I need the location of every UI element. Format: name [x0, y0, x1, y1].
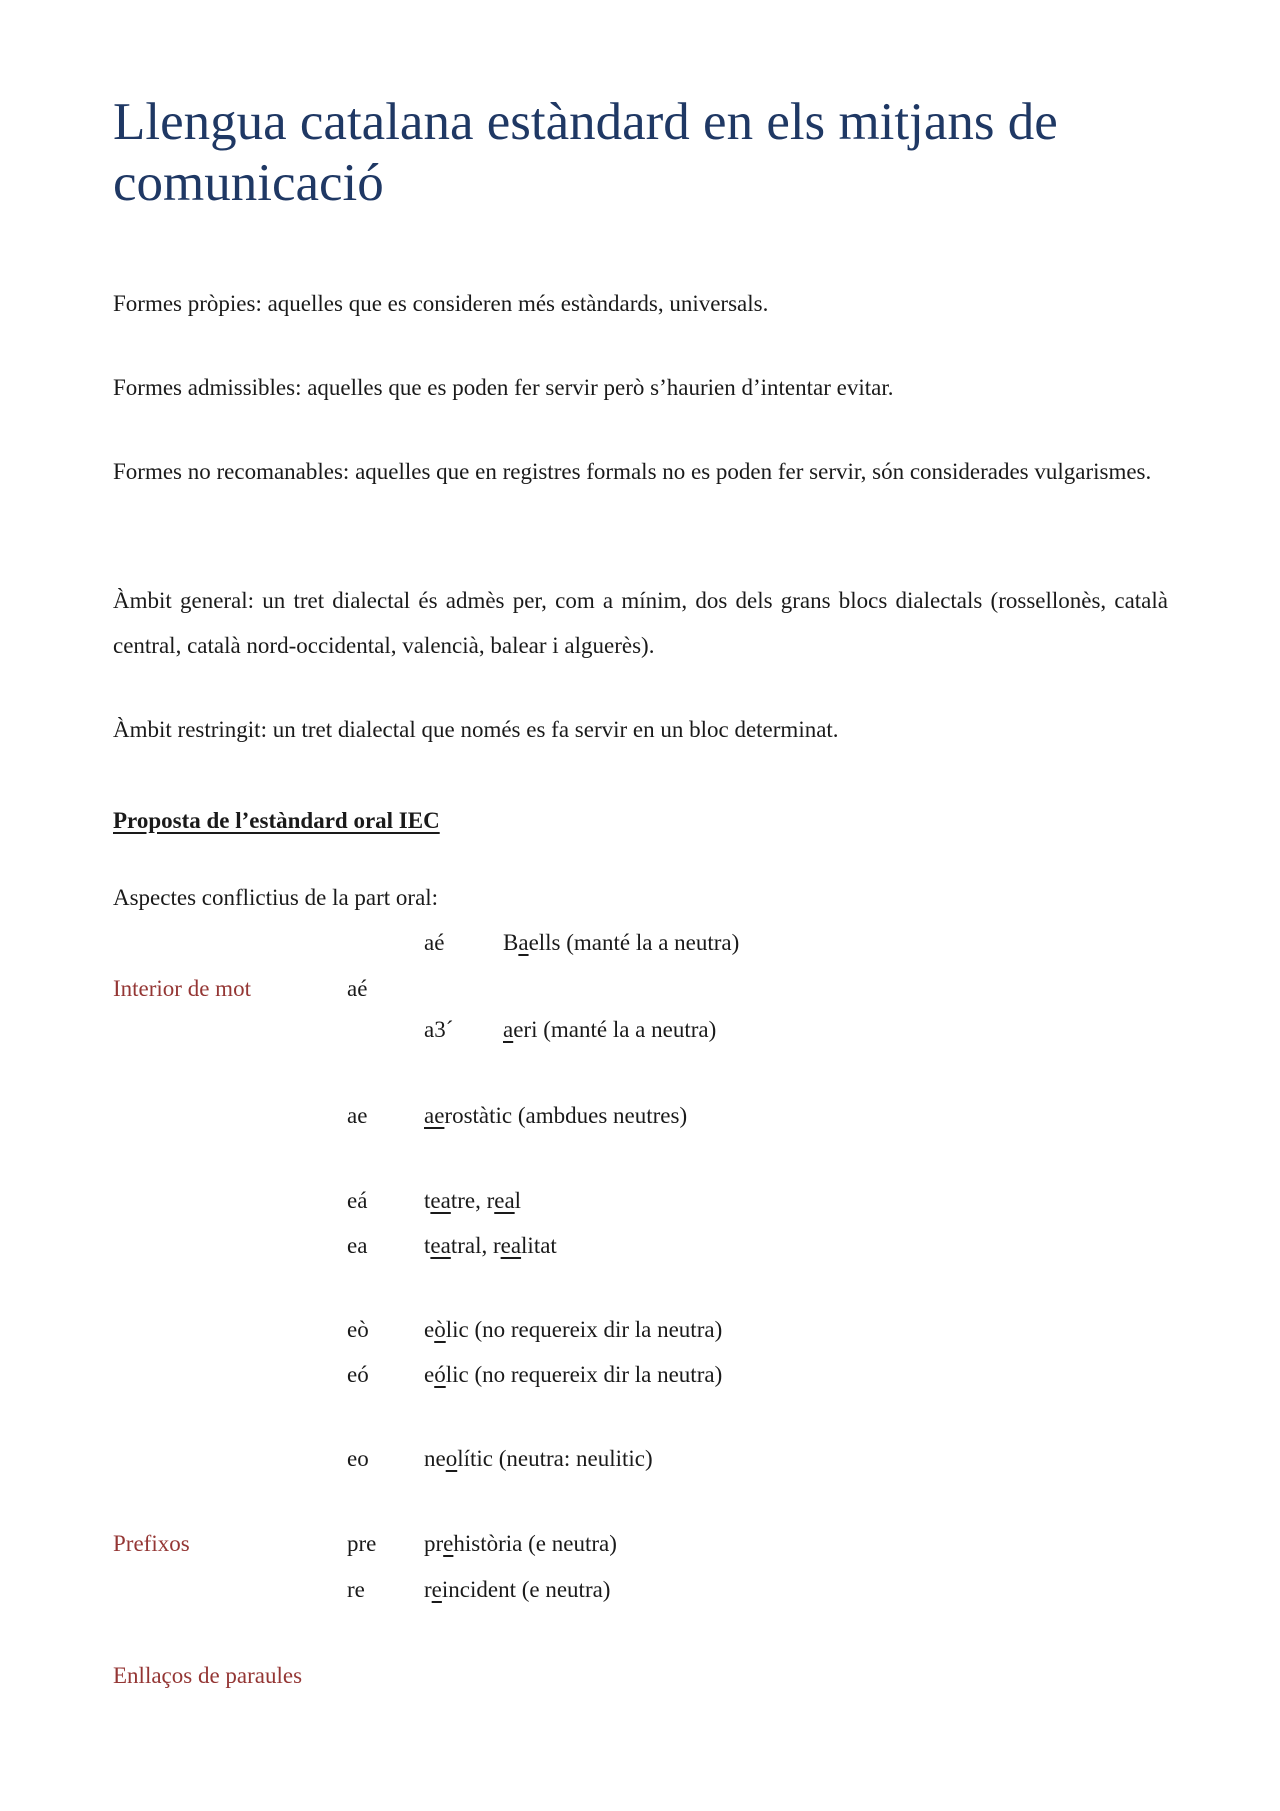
row-example: prehistòria (e neutra)	[424, 1531, 617, 1556]
page-title: Llengua catalana estàndard en els mitjans de comunicació	[113, 93, 1058, 212]
row-code: re	[347, 1577, 365, 1602]
row-example: aeri (manté la a neutra)	[503, 1017, 717, 1042]
row-code: eá	[347, 1188, 368, 1213]
category-enllacos-de-paraules: Enllaços de paraules	[113, 1663, 303, 1688]
intro-text: Aspectes conflictius de la part oral:	[113, 885, 439, 910]
row-example: teatre, real	[424, 1188, 522, 1213]
paragraph-formes-admissibles: Formes admissibles: aquelles que es poden fer servir però s’haurien d’intentar evitar.	[113, 375, 894, 400]
row-code: aé	[347, 976, 368, 1001]
row-code: ae	[347, 1103, 368, 1128]
row-example: aerostàtic (ambdues neutres)	[424, 1103, 688, 1128]
row-example: neolític (neutra: neulitic)	[424, 1446, 653, 1471]
section-heading: Proposta de l’estàndard oral IEC	[113, 808, 440, 833]
row-code: pre	[347, 1531, 377, 1556]
paragraph-ambit-general: Àmbit general: un tret dialectal és admès per, com a mínim, dos dels grans blocs dialectals (rossellonès, català central, català nord-occidental, valencià, balear i alguerès).	[113, 588, 1168, 658]
paragraph-formes-propies: Formes pròpies: aquelles que es consideren més estàndards, universals.	[113, 291, 769, 316]
row-example: eólic (no requereix dir la neutra)	[424, 1362, 723, 1387]
row-example: Baells (manté la a neutra)	[503, 930, 740, 955]
row-code: eó	[347, 1362, 369, 1387]
row-example: teatral, realitat	[424, 1233, 557, 1258]
row-example: reincident (e neutra)	[424, 1577, 611, 1602]
row-code: ea	[347, 1233, 368, 1258]
row-example: eòlic (no requereix dir la neutra)	[424, 1317, 723, 1342]
row-code: aé	[424, 930, 445, 955]
paragraph-formes-no-recomanables: Formes no recomanables: aquelles que en registres formals no es poden fer servir, són considerades vulgarismes.	[113, 459, 1152, 484]
category-interior-de-mot: Interior de mot	[113, 976, 251, 1001]
paragraph-ambit-restringit: Àmbit restringit: un tret dialectal que només es fa servir en un bloc determinat.	[113, 717, 839, 742]
row-code: eo	[347, 1446, 369, 1471]
category-prefixos: Prefixos	[113, 1531, 190, 1556]
row-code: eò	[347, 1317, 369, 1342]
row-code: a3´	[424, 1017, 454, 1042]
